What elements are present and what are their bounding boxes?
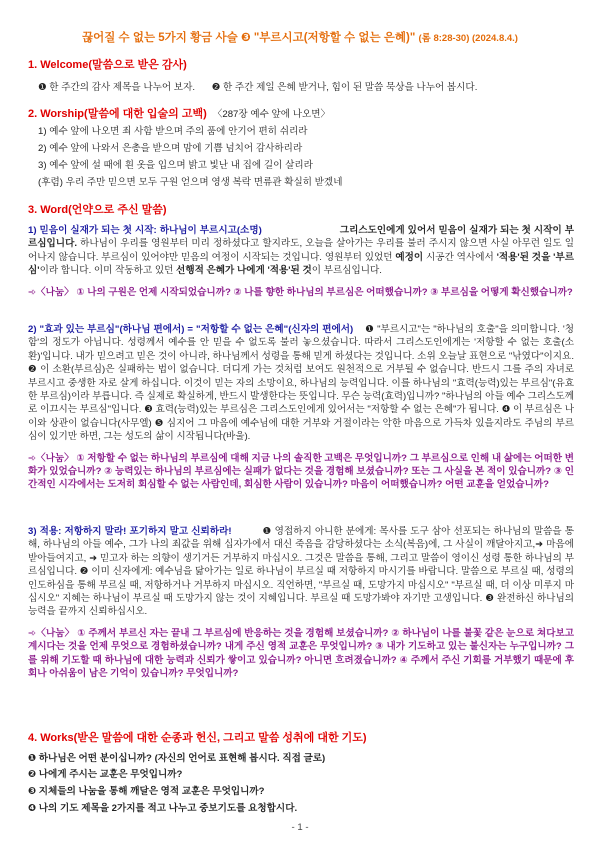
body-text: 이라 합니다. 이미 작동하고 있던 bbox=[39, 265, 177, 277]
welcome-heading: 1. Welcome(말씀으로 받은 감사) bbox=[28, 59, 187, 71]
sharing-questions: ➾〈나눔〉 ① 저항할 수 없는 하나님의 부르심에 대해 지금 나의 솔직한 고백은 무엇입니까? 그 부르심으로 인해 내 삶에는 어떠한 변화가 있었습니까? ② 능력있는 하나님의 부르심에는 실패가 없다는 것을 경험해 보셨습니까? 또는 그 사실을 본 적이 있습니까? ③ 인간적인 시각에서는 도저히 회심할 수 없는 사람인데, 회심한 사람이 있습니까? 마음이 어떠했습니까? 어떤 교훈을 얻었습니까? bbox=[28, 452, 574, 491]
emphasized-text: 그리스도인에게 있어서 믿음이 실재가 되는 첫 시작이 부르심입니다. bbox=[28, 225, 574, 250]
word-section bbox=[28, 204, 574, 217]
worship-section bbox=[28, 106, 574, 191]
page-title bbox=[0, 29, 600, 45]
emphasized-text: '적용'된 것을 '부르심' bbox=[28, 251, 574, 277]
body-text: 시공간 역사에서 bbox=[423, 251, 497, 263]
welcome-item: ❶ 한 주간의 감사 제목을 나누어 보자. bbox=[38, 82, 196, 94]
word-subsection-3 bbox=[28, 525, 574, 680]
welcome-items bbox=[28, 81, 574, 94]
hymn-line: 2) 예수 앞에 나와서 은총을 받으며 맘에 기쁨 넘치어 감사하리라 bbox=[38, 143, 303, 154]
hymn-line: 1) 예수 앞에 나오면 죄 사함 받으며 주의 품에 안기어 편히 쉬리라 bbox=[38, 126, 308, 137]
emphasized-text: 선행적 은혜가 나에게 '적용'된 것 bbox=[176, 265, 312, 277]
works-section bbox=[28, 730, 574, 818]
emphasized-text: 예정이 bbox=[395, 251, 424, 263]
word-paragraph bbox=[28, 323, 574, 444]
works-heading: 4. Works(받은 말씀에 대한 순종과 헌신, 그리고 말씀 성취에 대한 기도) bbox=[28, 732, 367, 744]
works-item: ❷ 나에게 주시는 교훈은 무엇입니까? bbox=[28, 769, 183, 781]
body-text: ❶ 영접하지 아니한 분에게: 목사를 도구 삼아 선포되는 하나님의 말씀을 통해, 하나님의 아들 예수, 그가 나의 죄값을 위해 십자가에서 대신 죽음을 감당하셨다는 소식(복음)에, 그 사실이 깨달아지고,➜ 마음에 받아들여지고, ➜ 믿고자 하는 의향이 생기거든 거부하지 마십시오. 그것은 말씀을 통해, 그리고 말씀이 영이신 성령 통한 하나님의 부르심입니다. ❷ 이미 신자에게: 예수님을 닮아가는 일로 하나님이 부르실 때 저항하지 마시기를 바랍니다. 말씀으로 부르실 때, 성령의 인도하심을 통해 부르실 때, 저항하거나 거부하지 마십시오. 직언하면, "부르실 때, 도망가지 마십시오" "부르실 때, 더 이상 미루지 마십시오" 지혜는 하나님이 부르실 때 도망가지 않는 것이 지혜입니다. 부르실 때 도망가봐야 자기만 고생입니다. ❸ 완전하신 하나님의 능력을 끝까지 신뢰하십시오. bbox=[28, 526, 574, 618]
worship-heading bbox=[28, 106, 574, 123]
word-subsection-1 bbox=[28, 224, 574, 299]
title-main: 끊어질 수 없는 5가지 황금 사슬 ❸ "부르시고(저항할 수 없는 은혜)" bbox=[82, 32, 416, 44]
subsection-heading: 1) 믿음이 실재가 되는 첫 시작: 하나님이 부르시고(소명) bbox=[28, 225, 262, 236]
works-item: ❶ 하나님은 어떤 분이십니까? (자신의 언어로 표현해 봅시다. 직접 글로) bbox=[28, 752, 326, 764]
subsection-heading: 3) 적용: 저항하지 말라! 포기하지 말고 신뢰하라! bbox=[28, 526, 232, 537]
welcome-section bbox=[28, 59, 574, 95]
body-text: 이 부르심입니다. bbox=[311, 265, 382, 277]
sharing-questions: ➾〈나눔〉 ① 주께서 부르신 자는 끝내 그 부르심에 반응하는 것을 경험해 보셨습니까? ② 하나님이 나를 불꽃 같은 눈으로 쳐다보고 계시다는 것을 언제 무엇으로 경험하셨습니까? 내게 주신 영적 교훈은 무엇입니까? ③ 내가 기도하고 있는 불신자는 누구입니까? 그를 위해 기도할 때 하나님에 대한 능력과 신뢰가 쌓이고 있습니까? 아니면 흐려졌습니까? ④ 주께서 주신 기회를 거부했기 때문에 후회나 아쉬움이 남은 기억이 있습니까? 무엇입니까? bbox=[28, 627, 574, 680]
title-reference: (롬 8:28-30) (2024.8.4.) bbox=[418, 33, 518, 44]
sharing-questions: ➾〈나눔〉 ① 나의 구원은 언제 시작되었습니까? ② 나를 향한 하나님의 부르심은 어떠했습니까? ③ 부르심을 어떻게 확신했습니까? bbox=[28, 286, 573, 298]
hymn-title: 〈287장 예수 앞에 나오면〉 bbox=[212, 109, 331, 120]
hymn-line: 3) 예수 앞에 설 때에 흰 옷을 입으며 밝고 빛난 내 집에 길이 살리라 bbox=[38, 160, 313, 171]
works-item: ❸ 지체들의 나눔을 통해 깨달은 영적 교훈은 무엇입니까? bbox=[28, 786, 265, 798]
subsection-heading: 2) "효과 있는 부르심"(하나님 편에서) = "저항할 수 없는 은혜"(신자의 편에서) bbox=[28, 324, 354, 335]
word-paragraph bbox=[28, 224, 574, 278]
word-paragraph bbox=[28, 525, 574, 619]
worship-heading-text: 2. Worship(말씀에 대한 입술의 고백) bbox=[28, 108, 207, 120]
word-subsection-2 bbox=[28, 323, 574, 492]
body-text: ❶ "부르시고"는 "하나님의 호출"을 의미합니다. '청함'의 정도가 아닙니다. 성령께서 예수를 안 믿을 수 없도록 불러 놓으셨습니다. 따라서 그리스도인에게는 '저항할 수 없는 호출(소환)'입니다. 내가 믿으려고 믿은 것이 아니라, 하나님께서 성령을 통해 믿게 하셨다는 것입니다. 소위 오늘날 표현으로 "낚였다"이지요. ❷ 이 소환(부르심)은 실패하는 법이 없습니다. 더디게 가는 것처럼 보여도 원천적으로 거부될 수 없습니다. 반드시 그를 주의 자녀로 부르시고 중생한 자로 살게 하십니다. 이것이 믿는 자의 소망이요, 하나님의 능력입니다. 이를 하나님의 "효력(능력)있는 부르심"(유효한 부르심)이라 부릅니다. 즉 실제로 확실하게, 반드시 발생한다는 뜻입니다. 무슨 능력(효력)입니까? "하나님의 아들 예수 그리스도께로 이끄시는 부르심"입니다. ❸ 효력(능력)있는 부르심은 그리스도인에게 있어서는 "저항할 수 없는 은혜"가 됩니다. ❹ 이 부르심은 나이와 상관이 없습니다(사무엘) ❺ 심지어 그 마음에 예수님에 대한 거부와 거절이라는 악한 마음으로 가득차 있을지라도 주님의 부르심이 있기만 하면, 그는 성도의 삶이 시작됩니다(바울). bbox=[28, 324, 574, 443]
body-text: 하나님이 우리를 영원부터 미리 정하셨다고 할지라도, 오늘을 살아가는 우리를 불러 주시지 않으면 사실 아무런 일도 일어나지 않습니다. 부르심이 있어야만 믿음의 여정이 시작되는 것입니다. 영원부터 있었던 bbox=[28, 238, 574, 263]
welcome-item: ❷ 한 주간 제일 은혜 받거나, 힘이 된 말씀 묵상을 나누어 봅시다. bbox=[211, 82, 478, 94]
works-item: ❹ 나의 기도 제목을 2가지를 적고 나누고 중보기도를 요청합시다. bbox=[28, 802, 298, 814]
page-number: - 1 - bbox=[291, 822, 309, 833]
hymn-line: (후렴) 우리 주만 믿으면 모두 구원 얻으며 영생 복락 면류관 확실히 받겠네 bbox=[38, 177, 343, 188]
word-heading: 3. Word(언약으로 주신 말씀) bbox=[28, 204, 167, 216]
